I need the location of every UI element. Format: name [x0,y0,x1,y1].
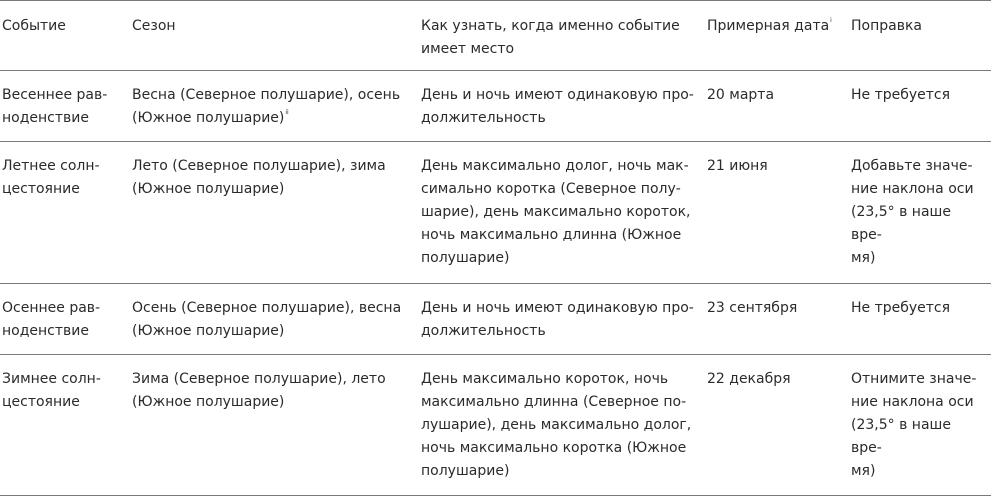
cell-how: День и ночь имеют одинаковую про- должительность [419,284,705,355]
cell-correction: Не требуется [849,71,991,142]
header-correction: Поправка [849,1,991,71]
cell-event: Весеннее рав- ноденствие [0,71,130,142]
cell-date: 21 июня [705,142,849,284]
cell-season: Зима (Северное полушарие), лето (Южное полушарие) [130,355,419,496]
footnote-marker: ii [285,109,289,116]
cell-event: Осеннее рав- ноденствие [0,284,130,355]
cell-season: Весна (Северное полушарие), осень (Южное полушарие)$^{ii}$ [130,71,419,142]
cell-date: 20 марта [705,71,849,142]
cell-season: Лето (Северное полушарие), зима (Южное полушарие) [130,142,419,284]
cell-date: 22 декабря [705,355,849,496]
cell-how: День максимально долог, ночь мак- симально коротка (Северное полу- шарие), день максимально короток, ночь максимально длинна (Южное полушарие) [419,142,705,284]
header-season: Сезон [130,1,419,71]
footnote-marker: i [830,17,832,24]
header-row [0,1,991,71]
cell-correction: Отнимите значе- ние наклона оси (23,5° в наше вре- мя) [849,355,991,496]
table-row [0,284,991,355]
cell-season: Осень (Северное полушарие), весна (Южное полушарие) [130,284,419,355]
table-row [0,142,991,284]
cell-how: День максимально короток, ночь максимально длинна (Северное по- лушарие), день максимально долог, ночь максимально коротка (Южное полушарие) [419,355,705,496]
cell-event: Зимнее солн- цестояние [0,355,130,496]
header-event: Событие [0,1,130,71]
cell-event: Летнее солн- цестояние [0,142,130,284]
table-row [0,71,991,142]
cell-date: 23 сентября [705,284,849,355]
cell-correction: Не требуется [849,284,991,355]
table-row [0,355,991,496]
header-how: Как узнать, когда именно событие имеет место [419,1,705,71]
cell-how: День и ночь имеют одинаковую про- должительность [419,71,705,142]
cell-correction: Добавьте значе- ние наклона оси (23,5° в наше вре- мя) [849,142,991,284]
header-date: Примерная дата$^i$ [705,1,849,71]
